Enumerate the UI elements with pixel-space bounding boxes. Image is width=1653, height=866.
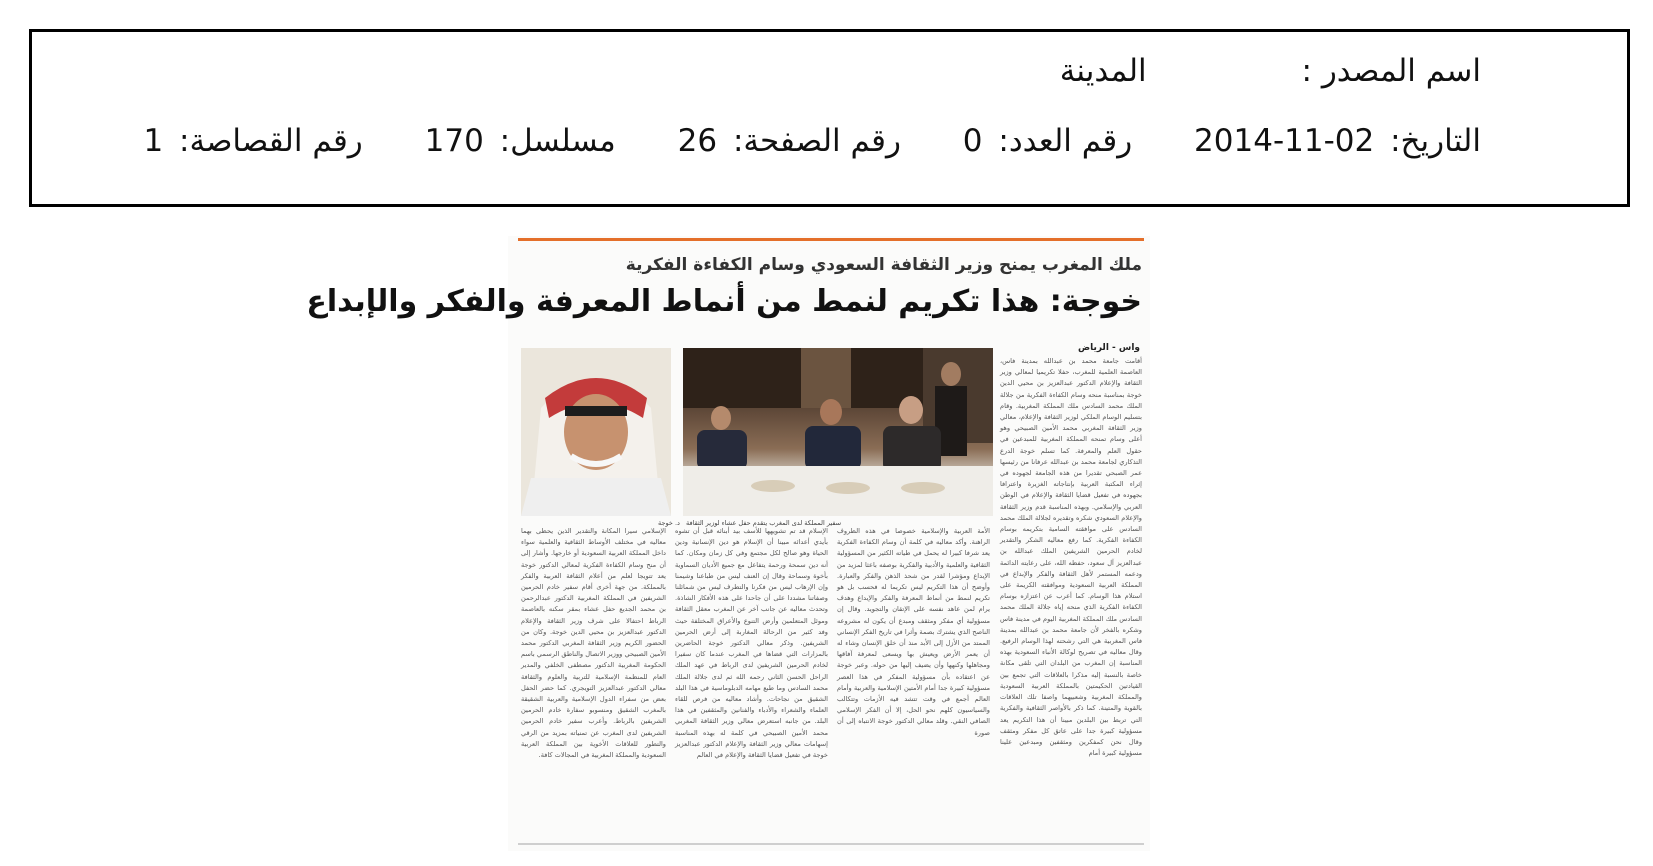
page-value: 26 — [677, 123, 718, 159]
portrait-photo-image — [521, 348, 671, 516]
portrait-photo — [521, 348, 671, 516]
issue-value: 0 — [962, 123, 983, 159]
photo-window — [801, 348, 851, 408]
photo-plate-1 — [751, 480, 795, 492]
page-label: رقم الصفحة: — [732, 123, 901, 159]
article-headline: خوجة: هذا تكريم لنمط من أنماط المعرفة والفكر والإبداع — [306, 284, 1142, 319]
photo-person-center-body — [805, 426, 861, 470]
photo-plate-2 — [826, 482, 870, 494]
photo-person-right-body — [883, 426, 941, 472]
photo-person-left-head — [711, 406, 731, 430]
photo-plate-3 — [901, 482, 945, 494]
article-column-4: الإسلامي سيرا المكانة والتقدير الذين يحظى بهما معاليه في مختلف الأوساط الثقافية والعلمية سواء داخل المملكة العربية السعودية أو خارجها. وأشار إلى أن منح وسام الكفاءة الفكرية لمعالي الدكتور خوجة يعد تتويجا لعلم من أعلام الثقافة العربية والفكر بالمملكة. من جهة أخرى أقام سفير خادم الحرمين الشريفين في المملكة المغربية الدكتور عبدالرحمن بن محمد الجديع حفل عشاء بمقر سكنه بالعاصمة الرباط احتفالا على شرف وزير الثقافة والإعلام الدكتور عبدالعزيز بن محيي الدين خوجة. وكان من الحضور الكريم وزير الثقافة المغربي الدكتور محمد الأمين الصبيحي ووزير الاتصال والناطق الرسمي باسم الحكومة المغربية الدكتور مصطفى الخلفي والمدير العام للمنظمة الإسلامية للتربية والعلوم والثقافة معالي الدكتور عبدالعزيز التويجري. كما حضر الحفل بعض من سفراء الدول الإسلامية والعربية الشقيقة بالمغرب الشقيق ومنسوبو سفارة خادم الحرمين الشريفين بالرباط. وأعرب سفير خادم الحرمين الشريفين لدى المغرب عن تمنياته بمزيد من الرقي والتطور للعلاقات الأخوية بين المملكة العربية السعودية والمملكة المغربية في المجالات كافة. — [521, 527, 666, 760]
serial-value: 170 — [424, 123, 484, 159]
date-value: 2014-11-02 — [1194, 123, 1375, 159]
date-label: التاريخ: — [1390, 123, 1481, 159]
article-byline: واس - الرياض — [1077, 343, 1140, 353]
article-column-2: الأمة العربية والإسلامية خصوصا في هذه الظروف الراهنة. وأكد معاليه في كلمة أن وسام الكفاءة الفكرية يعد شرفا كبيرا له يحمل في طياته الكثير من المسؤولية الثقافية والعلمية والأدبية والفكرية بوصفه باعثا لمزيد من الإبداع ومؤشرا لقدر من شحذ الذهن والفكر والعبارة. وأوضح أن هذا التكريم ليس تكريما له فحسب بل هو تكريم لنمط من أنماط المعرفة والفكر والإبداع وهدف يرام لمن عاهد نفسه على الإتقان والتجويد. وقال إن مسؤولية أي مفكر ومثقف ومبدع أن يكون له مشروعه الناصح الذي يشترك بصمة وأثرا في تاريخ الفكر الإنساني الممتد من الأزل إلى الأبد منذ أن خلق الإنسان وشاء له أن يعمر الأرض ويعيش بها ويسعى لمعرفة آفاقها ومجاهلها وكنهها وأن يضيف إليها من حوله. وعبر خوجة عن اعتقاده بأن مسؤولية المفكر في هذا العصر مسؤولية كبيرة جدا أمام الأمتين الإسلامية والعربية وأمام العالم أجمع في وقت تتشد فيه الأزمات وتتكالب والسياسيون كلهم نحو الحل، إلا أن الفكر الإسلامي الصافي النقي. وقلد معالي الدكتور خوجة الانتباه إلى أن صورة — [837, 527, 990, 737]
details-row — [143, 123, 1481, 159]
bottom-rule — [518, 843, 1144, 845]
clip-label: رقم القصاصة: — [179, 123, 363, 159]
dinner-photo — [683, 348, 993, 516]
portrait-caption: د. خوجة — [658, 519, 680, 527]
photo-person-left-body — [697, 430, 747, 470]
dinner-photo-caption: سفير المملكة لدى المغرب يتقدم حفل عشاء لوزير الثقافة — [686, 519, 842, 527]
article-column-1: أقامت جامعة محمد بن عبدالله بمدينة فاس، العاصمة العلمية للمغرب، حفلا تكريميا لمعالي وزير الثقافة والإعلام الدكتور عبدالعزيز بن محيي الدين خوجة بمناسبة منحه وسام الكفاءة الفكرية من جلالة الملك محمد السادس ملك المملكة المغربية. وقام بتسليم الوسام الملكي لوزير الثقافة والإعلام، معالي وزير الثقافة المغربي محمد الأمين الصبيحي وهو أعلى وسام تمنحه المملكة المغربية للمبدعين في حقول العلم والمعرفة. كما تسلم خوجة الدرع التذكاري لجامعة محمد بن عبدالله عرفانا من رئيسها عمر الصبحي تقديرا من هذه الجامعة لجهوده في إثراء المكتبة العربية بإنتاجاته الغزيرة واعترافا بجهوده في تفعيل قضايا الثقافة والإعلام في الوطن العربي والإسلامي. وبهذه المناسبة قدم وزير الثقافة والإعلام السعودي شكره وتقديره لجلالة الملك محمد السادس على موافقته السامية بتكريمه بوسام الكفاءة الفكرية. كما رفع معاليه الشكر والتقدير لخادم الحرمين الشريفين الملك عبدالله بن عبدالعزيز آل سعود، حفظه الله، على رعايته الدائمة ودعمه المستمر لأهل الثقافة والفكر والإبداع في المملكة العربية السعودية وموافقته الكريمة على استلام هذا الوسام. كما أعرب عن اعتزازه بوسام الكفاءة الفكرية الذي منحه إياه جلالة الملك محمد السادس ملك المملكة المغربية اليوم في مدينة فاس وشكره بالفخر لأن جامعة محمد بن عبدالله بمدينة فاس المغربية هي التي رشحته لهذا الوسام الرفيع. وقال معاليه في تصريح لوكالة الأنباء السعودية بهذه المناسبة إن المغرب من البلدان التي تلقى مكانة خاصة بالنسبة إليه مذكرا بالعلاقات التي تجمع بين القيادتين الحكيمتين بالمملكة العربية السعودية والمملكة المغربية وشعبيهما واصفا تلك العلاقات بالقوية والمتينة. كما ذكر بالأواصر الثقافية والفكرية التي تربط بين البلدين مبينا أن هذا التكريم يعد مسؤولية كبيرة جدا على عاتق كل مفكر ومثقف وقال نحن كمفكرين ومثقفين ومبدعين علينا مسؤولية كبيرة أمام — [1000, 357, 1142, 758]
portrait-agal — [565, 406, 627, 416]
issue-label: رقم العدد: — [998, 123, 1133, 159]
photo-person-center-head — [820, 399, 842, 425]
photo-standing-person-head — [941, 362, 961, 386]
source-metadata-box — [29, 29, 1630, 207]
article-kicker: ملك المغرب يمنح وزير الثقافة السعودي وسام الكفاءة الفكرية — [625, 255, 1142, 275]
photo-person-right-head — [899, 396, 923, 424]
serial-label: مسلسل: — [499, 123, 616, 159]
portrait-thobe — [521, 478, 671, 516]
article-column-3: الإسلام قد تم تشويهها للأسف بيد أبنائه قبل أن تشوه بأيدي أعدائه مبينا أن الإسلام هو دين الإنسانية ودين الحياة وهو صالح لكل مجتمع وفي كل زمان ومكان. كما أنه دين سمحة ورحمة يتفاعل مع جميع الأديان السماوية بأخوة وسماحة وقال إن العنف ليس من طباعنا وشيمنا وإن الإرهاب ليس من فكرنا والتطرف ليس من شمائلنا وصفاتنا مشددا على أن جاحدا على هذه الأفكار الشاذة. وتحدث معاليه عن جانب آخر عن المغرب معقل الثقافة وموئل المتعلمين وأرض التنوع والأعراق المختلفة حيث وفد كثير من الرحالة المغاربة إلى أرض الحرمين الشريفين. وذكر معالي الدكتور خوجة الحاضرين بالمزارات التي قضاها في المغرب عندما كان سفيرا لخادم الحرمين الشريفين لدى الرباط في عهد الملك الراحل الحسن الثاني رحمه الله ثم لدى جلالة الملك محمد السادس وما طبع مهامه الدبلوماسية في هذا البلد الشقيق من نجاحات. وأشاد معاليه من فرص للقاء العلماء والشعراء والأدباء والفنانين والمثقفين في هذا البلد. من جانبه استعرض معالي وزير الثقافة المغربي محمد الأمين الصبيحي في كلمة له بهذه المناسبة إسهامات معالي وزير الثقافة والإعلام الدكتور عبدالعزيز خوجة في تفعيل قضايا الثقافة والإعلام في العالم — [675, 527, 828, 760]
source-label: اسم المصدر : — [1301, 53, 1481, 89]
top-rule — [518, 238, 1144, 241]
dinner-photo-image — [683, 348, 993, 516]
clip-value: 1 — [143, 123, 164, 159]
source-row — [1059, 53, 1481, 89]
newspaper-clipping — [306, 236, 1150, 851]
source-value: المدينة — [1059, 53, 1147, 89]
